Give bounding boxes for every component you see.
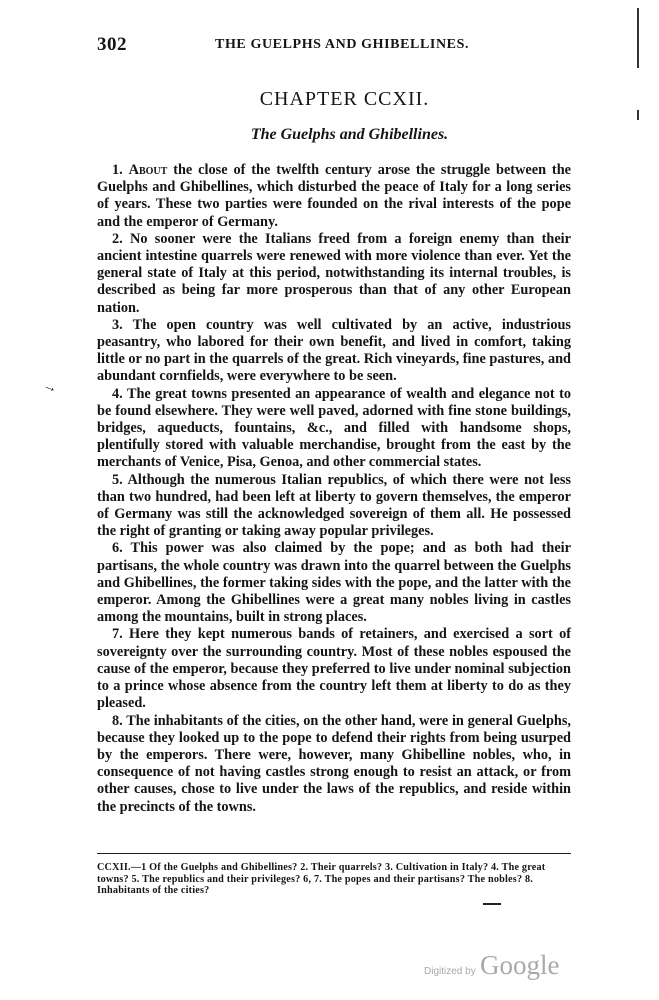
paragraph-text: The great towns presented an appearance of wealth and elegance not to be found elsewhere. They were well paved, adorned with fine stone buildings, bridges, aqueducts, fountains, &c., and filled with handsome shops, plentifully stored with valuable merchandise, brought from the east by the merchants of Venice, Pisa, Genoa, and other commercial states. — [97, 385, 571, 471]
paragraph-number: 6. — [112, 540, 123, 557]
paragraph-text: the close of the twelfth century arose the struggle between the Guelphs and Ghibellines, which disturbed the peace of Italy for a long series of years. These two parties were founded on the rival interests of the pope and the emperor of Germany. — [97, 162, 571, 230]
paragraph-text: No sooner were the Italians freed from a foreign enemy than their ancient intestine quarrels were renewed with more violence than ever. Yet the general state of Italy at this period, notwithstanding its internal troubles, is described as being far more prosperous than that of any other European nation. — [97, 230, 572, 316]
paragraph-number: 2. — [112, 230, 123, 247]
paragraph-text: Here they kept numerous bands of retainers, and exercised a sort of sovereignty over the surrounding country. Most of these nobles espoused the cause of the emperor, because they preferred to live under nominal subjection to a prince whose absence from the country left them at liberty to do as they pleased. — [97, 626, 571, 712]
footnote-divider — [97, 853, 571, 854]
paragraph-4 — [97, 386, 571, 472]
paragraph-text: The inhabitants of the cities, on the other hand, were in general Guelphs, because they looked up to the pope to defend their rights from being usurped by the emperors. There were, however, many Ghibelline nobles, who, in consequence of not having castles strong enough to resist an attack, or from other causes, chose to live under the laws of the republics, and reside within the precincts of the towns. — [97, 712, 571, 815]
page-header — [97, 34, 571, 54]
paragraph-2 — [97, 231, 571, 317]
paragraph-number: 4. — [112, 385, 123, 402]
chapter-body — [97, 162, 571, 816]
paragraph-number: 8. — [112, 712, 123, 729]
digitization-watermark — [424, 950, 614, 986]
footnote-text: CCXII.—1 Of the Guelphs and Ghibellines? 2. Their quarrels? 3. Cultivation in Italy? 4. The great towns? 5. The republics and their privileges? 6, 7. The popes and their partisans? The nobles? 8. Inhabitants of the cities? — [97, 862, 546, 897]
paragraph-3 — [97, 317, 571, 386]
page-edge-mark — [637, 8, 639, 68]
chapter-subtitle: The Guelphs and Ghibellines. — [250, 126, 449, 143]
footnote-end-mark — [483, 903, 501, 905]
running-head: THE GUELPHS AND GHIBELLINES. — [215, 37, 470, 52]
paragraph-1 — [97, 162, 571, 231]
paragraph-7 — [97, 626, 571, 712]
chapter-title: CHAPTER CCXII. — [259, 88, 430, 110]
paragraph-number: 1. — [112, 162, 123, 178]
watermark-prefix: Digitized by — [424, 966, 476, 977]
footnote-questions — [97, 862, 571, 897]
google-logo: Google — [480, 950, 560, 980]
page-edge-mark — [637, 110, 639, 120]
paragraph-5 — [97, 472, 571, 541]
paragraph-text: The open country was well cultivated by an active, industrious peasantry, who labored for their own benefit, and lived in comfort, taking little or no part in the quarrels of the great. Rich vineyards, fine pastures, and abundant cornfields, were everywhere to be seen. — [97, 316, 571, 385]
paragraph-number: 7. — [112, 626, 123, 643]
paragraph-text: This power was also claimed by the pope; and as both had their partisans, the whole country was drawn into the quarrel between the Guelphs and Ghibellines, the former taking sides with the pope, and the latter with the emperor. Among the Ghibellines were a great many nobles living in castles among the mountains, built in strong places. — [97, 540, 571, 626]
paragraph-8 — [97, 713, 571, 816]
paragraph-number: 3. — [112, 316, 123, 333]
paragraph-lead-word: About — [128, 162, 168, 178]
paragraph-text: Although the numerous Italian republics, of which there were not less than two hundred, had been left at liberty to govern themselves, the emperor of Germany was still the acknowledged sovereign of them all. He possessed the right of granting or taking away popular privileges. — [97, 471, 571, 540]
margin-arrow-icon: → — [41, 378, 60, 397]
page-number: 302 — [97, 34, 127, 55]
paragraph-number: 5. — [112, 471, 123, 488]
paragraph-6 — [97, 540, 571, 626]
